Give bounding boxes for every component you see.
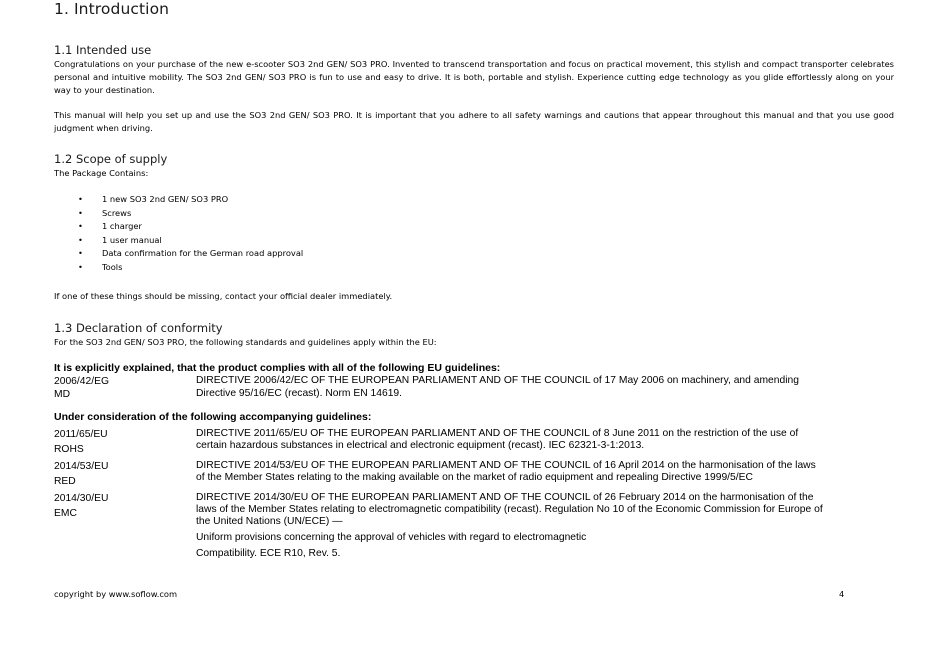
bullet-icon: • (78, 248, 83, 258)
intended-use-text (54, 58, 894, 135)
directive-description: DIRECTIVE 2011/65/EU OF THE EUROPEAN PARLIAMENT AND OF THE COUNCIL of 8 June 2011 on the restriction of the use of certain hazardous substances in electrical and electronic equipment (recast). IEC 62321-3-1:2013. (196, 428, 799, 451)
list-item: • 1 charger (78, 220, 303, 234)
page-heading: 1. Introduction (54, 0, 170, 18)
list-item: • 1 new SO3 2nd GEN/ SO3 PRO (78, 193, 303, 207)
emc-extra-line-1: Uniform provisions concerning the approval of vehicles with regard to electromagnetic (196, 532, 587, 543)
explicit-guidelines-heading: It is explicitly explained, that the product complies with all of the following EU guidelines: (54, 362, 501, 374)
directive-description: DIRECTIVE 2014/30/EU OF THE EUROPEAN PARLIAMENT AND OF THE COUNCIL of 26 February 2014 on the harmonisation of the laws of the Member States relating to electromagnetic compatibility (recast). Regulation No 10 of the Economic Commission for Europe of the United Nations (UN/ECE) — (196, 492, 823, 527)
bullet-icon: • (78, 207, 83, 218)
package-list (78, 193, 303, 274)
directive-short-name: RED (54, 476, 76, 487)
missing-items-note: If one of these things should be missing, contact your official dealer immediately. (54, 291, 393, 301)
intended-use-paragraph-2: This manual will help you set up and use the SO3 2nd GEN/ SO3 PRO. It is important that you adhere to all safety warnings and cautions that appear throughout this manual and that you use good judgment when driving. (54, 110, 894, 133)
page-number: 4 (839, 589, 845, 599)
list-item: • Screws (78, 207, 303, 221)
bullet-icon: • (78, 221, 83, 231)
directive-code: 2011/65/EU (54, 429, 108, 440)
bullet-icon: • (78, 234, 83, 245)
intended-use-paragraph-1: Congratulations on your purchase of the new e-scooter SO3 2nd GEN/ SO3 PRO. Invented to transcend transportation and focus on practical movement, this stylish and compact transporter celebrates personal and intuitive mobility. The SO3 2nd GEN/ SO3 PRO is fun to use and easy to drive. It is both, portable and stylish. Experience cutting edge technology as you glide effortlessly along on your way to your destination. (54, 59, 894, 95)
bullet-icon: • (78, 261, 83, 272)
directive-code: 2006/42/EG (54, 376, 109, 387)
section-title-scope-of-supply: 1.2 Scope of supply (54, 152, 168, 166)
footer-copyright: copyright by www.soflow.com (54, 589, 178, 599)
list-item: • Tools (78, 261, 303, 275)
bullet-icon: • (78, 194, 83, 204)
section-title-declaration: 1.3 Declaration of conformity (54, 321, 223, 335)
directive-code: 2014/53/EU (54, 461, 109, 472)
list-item: • Data confirmation for the German road approval (78, 247, 303, 261)
directive-code: 2014/30/EU (54, 493, 109, 504)
emc-extra-line-2: Compatibility. ECE R10, Rev. 5. (196, 548, 341, 559)
list-item: • 1 user manual (78, 234, 303, 248)
directive-description: DIRECTIVE 2006/42/EC OF THE EUROPEAN PARLIAMENT AND OF THE COUNCIL of 17 May 2006 on machinery, and amending Directive 95/16/EC (recast). Norm EN 14619. (196, 375, 799, 399)
declaration-intro: For the SO3 2nd GEN/ SO3 PRO, the following standards and guidelines apply within the EU: (54, 337, 437, 347)
directive-short-name: ROHS (54, 444, 84, 455)
section-title-intended-use: 1.1 Intended use (54, 43, 152, 57)
directive-short-name: MD (54, 389, 71, 400)
accompanying-guidelines-heading: Under consideration of the following accompanying guidelines: (54, 411, 372, 423)
directive-short-name: EMC (54, 508, 77, 519)
directive-description: DIRECTIVE 2014/53/EU OF THE EUROPEAN PARLIAMENT AND OF THE COUNCIL of 16 April 2014 on the harmonisation of the laws of the Member States relating to the making available on the market of radio equipment and repealing Directive 1999/5/EC (196, 460, 816, 483)
package-intro: The Package Contains: (54, 168, 149, 178)
